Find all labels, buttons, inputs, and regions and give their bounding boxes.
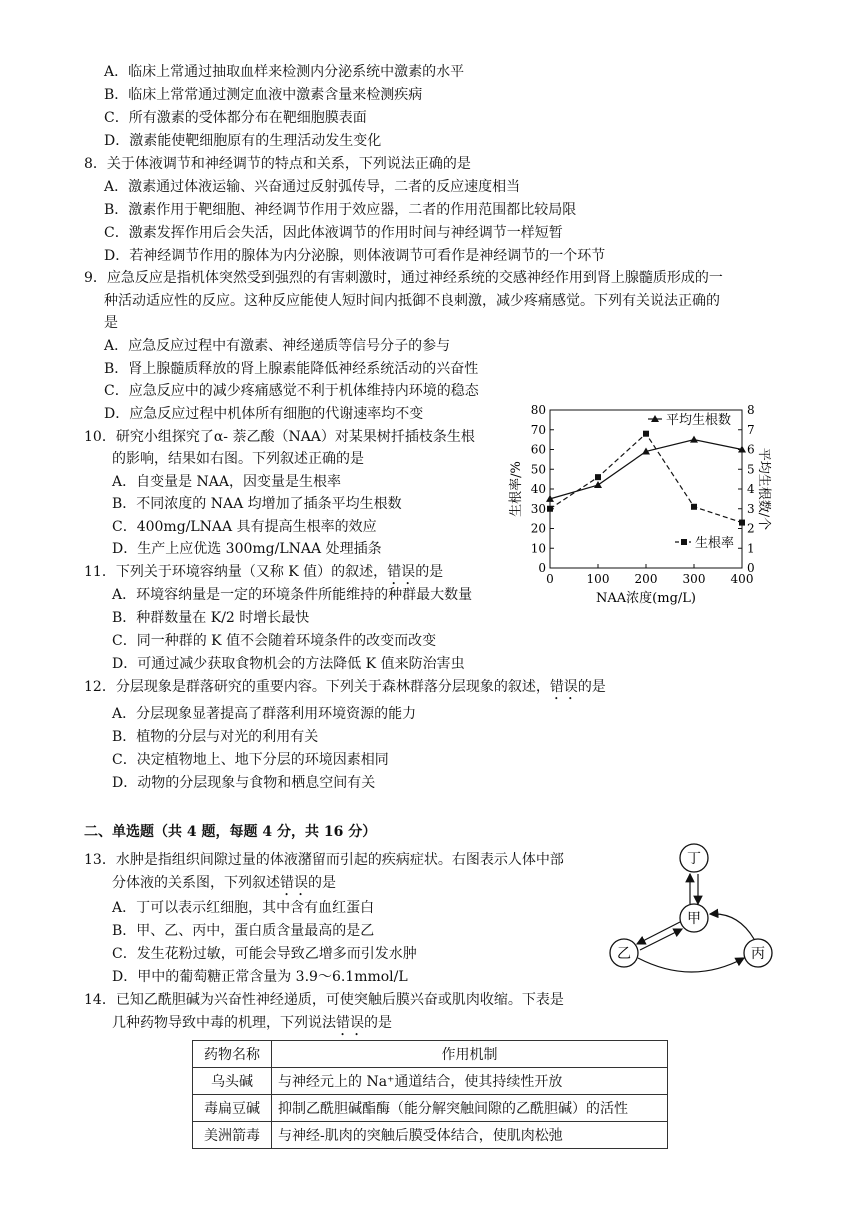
- series-line-1: [550, 434, 742, 523]
- x-tick-label: 400: [730, 572, 754, 586]
- q12-option-a: A．分层现象显著提高了群落利用环境资源的能力: [112, 706, 417, 722]
- data-point-triangle: [594, 481, 602, 488]
- left-tick-label: 0: [538, 561, 546, 575]
- q8-option-d: D．若神经调节作用的腺体为内分泌腺，则体液调节可看作是神经调节的一个环节: [104, 248, 606, 264]
- table-cell-mechanism: 与神经-肌肉的突触后膜受体结合，使肌肉松弛: [272, 1122, 668, 1149]
- q7-option-b: B．临床上常常通过测定血液中激素含量来检测疾病: [104, 87, 423, 103]
- q14-stem-line2: [112, 1013, 392, 1039]
- q10-option-d: D．生产上应优选 300mg/LNAA 处理插条: [112, 541, 382, 557]
- left-tick-label: 40: [530, 482, 546, 496]
- left-tick-label: 30: [530, 501, 546, 516]
- data-point-square: [739, 520, 745, 526]
- right-tick-label: 2: [747, 521, 755, 536]
- data-point-square: [595, 474, 601, 480]
- q12-option-d: D．动物的分层现象与食物和栖息空间有关: [112, 775, 376, 791]
- q14-stem-text: 几种药物导致中毒的机理，下列说法: [112, 1015, 336, 1031]
- q13-stem-end: 的是: [308, 875, 336, 891]
- x-tick-label: 300: [682, 572, 706, 586]
- right-tick-label: 5: [747, 462, 755, 477]
- x-tick-label: 100: [586, 572, 610, 586]
- q10-option-c: C．400mg/LNAA 具有提高生根率的效应: [112, 519, 377, 535]
- q12-option-b: B．植物的分层与对光的利用有关: [112, 729, 319, 745]
- q13-option-b: B．甲、乙、丙中，蛋白质含量最高的是乙: [112, 923, 375, 939]
- right-tick-label: 6: [747, 442, 755, 457]
- q7-option-d: D．激素能使靶细胞原有的生理活动发生变化: [104, 133, 382, 149]
- data-point-square: [691, 504, 697, 510]
- q11-option-b: B．种群数量在 K/2 时增长最快: [112, 610, 310, 626]
- left-tick-label: 50: [530, 462, 546, 477]
- right-tick-label: 3: [747, 501, 755, 516]
- table-cell-drug: 毒扁豆碱: [193, 1095, 272, 1122]
- table-cell-drug: 乌头碱: [193, 1068, 272, 1095]
- legend-label-avg-roots: 平均生根数: [666, 413, 732, 428]
- arrow-bing-to-jia: [710, 914, 754, 939]
- table-row: [193, 1095, 668, 1122]
- q9-stem-line3: 是: [104, 315, 118, 331]
- left-tick-label: 20: [530, 521, 546, 536]
- y-left-axis-label: 生根率/%: [509, 461, 524, 517]
- table-cell-mechanism: 与神经元上的 Na⁺通道结合，使其持续性开放: [272, 1068, 668, 1095]
- table-header-row: [193, 1041, 668, 1068]
- legend-marker-square: [681, 539, 687, 545]
- q11-option-c: C．同一种群的 K 值不会随着环境条件的改变而改变: [112, 633, 437, 649]
- left-tick-label: 80: [530, 403, 546, 417]
- right-tick-label: 8: [747, 403, 755, 417]
- body-fluid-diagram: [600, 840, 780, 980]
- q9-option-c: C．应急反应中的减少疼痛感觉不利于机体维持内环境的稳态: [104, 383, 479, 399]
- q11-option-a: A．环境容纳量是一定的环境条件所能维持的种群最大数量: [112, 587, 473, 603]
- q13-option-d: D．甲中的葡萄糖正常含量为 3.9～6.1mmol/L: [112, 969, 408, 985]
- y-right-axis-label: 平均生根数/个: [756, 447, 771, 531]
- q11-emphasis: 错误: [387, 564, 416, 580]
- q10-option-a: A．自变量是 NAA，因变量是生根率: [112, 474, 342, 490]
- table-cell-mechanism: 抑制乙酰胆碱酯酶（能分解突触间隙的乙酰胆碱）的活性: [272, 1095, 668, 1122]
- q12-stem-text: 12．分层现象是群落研究的重要内容。下列关于森林群落分层现象的叙述，: [84, 679, 550, 695]
- label-ding: 丁: [687, 851, 701, 867]
- q13-option-a: A．丁可以表示红细胞，其中含有血红蛋白: [112, 900, 375, 916]
- table-row: [193, 1068, 668, 1095]
- q8-option-a: A．激素通过体液运输、兴奋通过反射弧传导，二者的反应速度相当: [104, 179, 521, 195]
- q12-stem: [84, 677, 606, 703]
- q11-stem-end: 的是: [415, 564, 444, 580]
- x-tick-label: 200: [634, 572, 658, 586]
- q9-option-a: A．应急反应过程中有激素、神经递质等信号分子的参与: [104, 338, 451, 354]
- left-tick-label: 10: [530, 541, 546, 556]
- q8-stem: 8．关于体液调节和神经调节的特点和关系，下列说法正确的是: [84, 156, 471, 172]
- table-header-mechanism: 作用机制: [272, 1041, 668, 1068]
- q13-emphasis: 错误: [280, 875, 308, 891]
- right-tick-label: 4: [747, 482, 755, 496]
- q9-option-d: D．应急反应过程中机体所有细胞的代谢速率均不变: [104, 406, 424, 422]
- right-tick-label: 1: [747, 541, 755, 556]
- q13-stem-text: 分体液的关系图，下列叙述: [112, 875, 280, 891]
- right-tick-label: 0: [747, 561, 755, 575]
- legend-label-rooting-rate: 生根率: [695, 536, 735, 551]
- label-yi: 乙: [617, 946, 631, 962]
- q12-option-c: C．决定植物地上、地下分层的环境因素相同: [112, 752, 389, 768]
- q11-stem-text: 11．下列关于环境容纳量（又称 K 值）的叙述，: [84, 564, 388, 580]
- data-point-square: [547, 506, 553, 512]
- q13-stem-line1: 13．水肿是指组织间隙过量的体液潴留而引起的疾病症状。右图表示人体中部: [84, 852, 564, 868]
- q7-option-c: C．所有激素的受体都分布在靶细胞膜表面: [104, 110, 367, 126]
- drug-mechanism-table: [192, 1040, 668, 1149]
- q11-option-d: D．可通过减少获取食物机会的方法降低 K 值来防治害虫: [112, 656, 465, 672]
- arrow-yi-to-bing: [638, 958, 744, 972]
- x-tick-label: 0: [546, 572, 554, 586]
- left-tick-label: 60: [530, 442, 546, 457]
- q10-stem-line1: 10．研究小组探究了α- 萘乙酸（NAA）对某果树扦插枝条生根: [84, 429, 475, 445]
- q9-stem-line2: 种活动适应性的反应。这种反应能使人短时间内抵御不良刺激，减少疼痛感觉。下列有关说法正确的: [104, 293, 720, 309]
- q14-emphasis: 错误: [336, 1015, 364, 1031]
- table-row: [193, 1122, 668, 1149]
- label-bing: 丙: [751, 946, 765, 962]
- data-point-square: [643, 431, 649, 437]
- q10-stem-line2: 的影响，结果如右图。下列叙述正确的是: [112, 451, 364, 467]
- left-tick-label: 70: [530, 422, 546, 437]
- q7-option-a: A．临床上常通过抽取血样来检测内分泌系统中激素的水平: [104, 64, 465, 80]
- label-jia: 甲: [687, 911, 701, 927]
- q14-stem-line1: 14．已知乙酰胆碱为兴奋性神经递质，可使突触后膜兴奋或肌肉收缩。下表是: [84, 992, 564, 1008]
- table-header-drug: 药物名称: [193, 1041, 272, 1068]
- q13-option-c: C．发生花粉过敏，可能会导致乙增多而引发水肿: [112, 946, 417, 962]
- right-tick-label: 7: [747, 422, 755, 437]
- q8-option-c: C．激素发挥作用后会失活，因此体液调节的作用时间与神经调节一样短暂: [104, 225, 563, 241]
- x-axis-label: NAA浓度(mg/L): [596, 591, 696, 606]
- table-cell-drug: 美洲箭毒: [193, 1122, 272, 1149]
- naa-rooting-chart: [498, 398, 771, 608]
- q9-option-b: B．肾上腺髓质释放的肾上腺素能降低神经系统活动的兴奋性: [104, 361, 479, 377]
- data-point-triangle: [690, 436, 698, 443]
- q9-stem-line1: 9．应急反应是指机体突然受到强烈的有害刺激时，通过神经系统的交感神经作用到肾上腺髓质形成的一: [84, 270, 723, 286]
- q8-option-b: B．激素作用于靶细胞、神经调节作用于效应器，二者的作用范围都比较局限: [104, 202, 577, 218]
- q12-stem-end: 的是: [577, 679, 606, 695]
- q10-option-b: B．不同浓度的 NAA 均增加了插条平均生根数: [112, 496, 402, 512]
- q13-stem-line2: [112, 873, 336, 899]
- q12-emphasis: 错误: [549, 679, 578, 695]
- q14-stem-end: 的是: [364, 1015, 392, 1031]
- section2-title: 二、单选题（共 4 题，每题 4 分，共 16 分）: [84, 824, 377, 840]
